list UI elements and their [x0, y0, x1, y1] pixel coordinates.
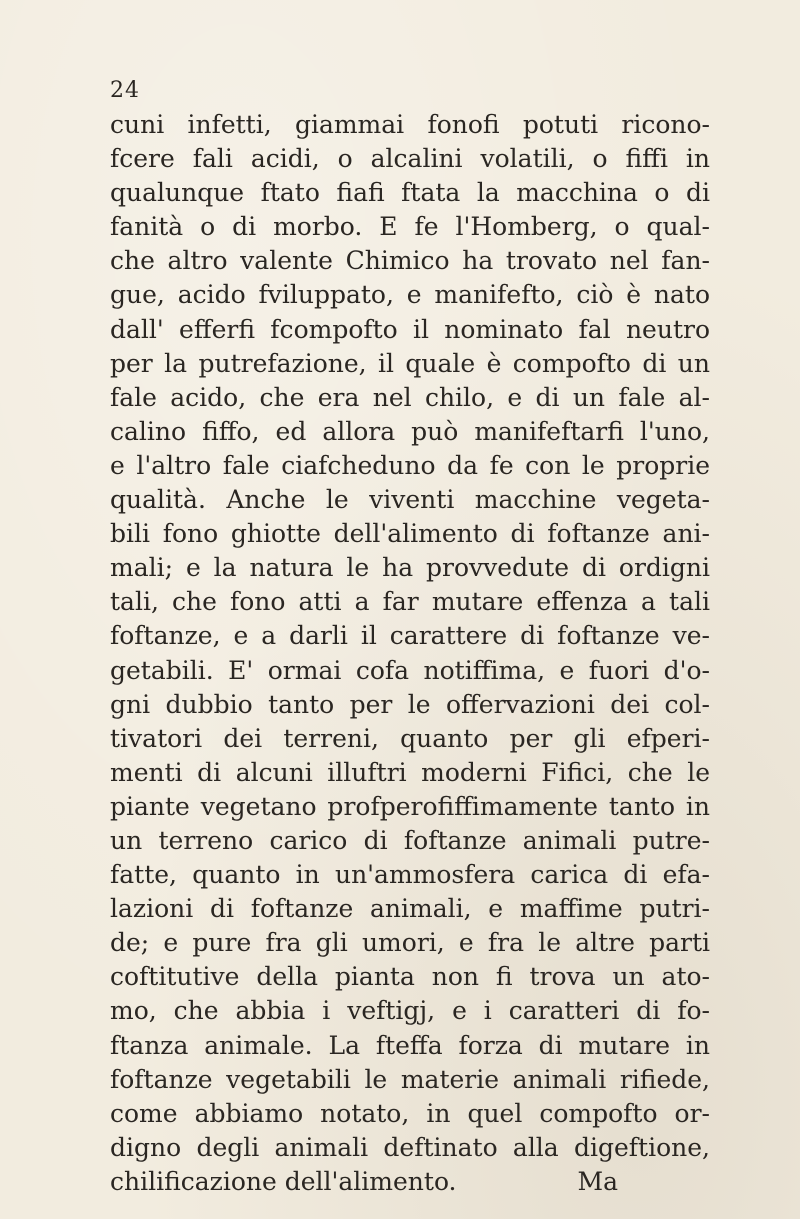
last-line-wrap: [110, 1165, 710, 1199]
text-line: che altro valente Chimico ha trovato nel fan-: [110, 246, 710, 276]
text-line: gue, acido fviluppato, e manifefto, ciò è nato: [110, 280, 710, 310]
text-line: foftanze, e a darli il carattere di foftanze ve-: [110, 621, 710, 651]
text-line: e l'altro fale ciafcheduno da fe con le proprie: [110, 450, 710, 480]
text-line: dall' efferfi fcompofto il nominato fal neutro: [110, 314, 710, 344]
text-line: coftitutive della pianta non fi trova un ato-: [110, 962, 710, 992]
text-line: foftanze vegetabili le materie animali rifiede,: [110, 1064, 710, 1094]
text-line: qualunque ftato fiafi ftata la macchina o di: [110, 178, 710, 208]
text-line: de; e pure fra gli umori, e fra le altre parti: [110, 928, 710, 958]
text-line: qualità. Anche le viventi macchine vegeta-: [110, 485, 710, 515]
text-line: piante vegetano profperofiffimamente tanto in: [110, 791, 710, 821]
text-line-last: chilificazione dell'alimento.: [110, 1166, 457, 1196]
text-line: calino fiffo, ed allora può manifeftarfi l'uno,: [110, 416, 710, 446]
text-line: fanità o di morbo. E fe l'Homberg, o qual-: [110, 212, 710, 242]
text-line: getabili. E' ormai cofa notiffima, e fuori d'o-: [110, 655, 710, 685]
text-line: tali, che fono atti a far mutare effenza a tali: [110, 587, 710, 617]
text-line: gni dubbio tanto per le offervazioni dei col-: [110, 689, 710, 719]
text-line: un terreno carico di foftanze animali putre-: [110, 825, 710, 855]
text-line: lazioni di foftanze animali, e maffime putri-: [110, 894, 710, 924]
text-line: mali; e la natura le ha provvedute di ordigni: [110, 553, 710, 583]
text-line: mo, che abbia i veftigj, e i caratteri di fo-: [110, 996, 710, 1026]
text-line: fatte, quanto in un'ammosfera carica di efa-: [110, 860, 710, 890]
text-line: per la putrefazione, il quale è compofto di un: [110, 348, 710, 378]
text-line: cuni infetti, giammai fonofi potuti ricono-: [110, 110, 710, 139]
catchword: Ma: [577, 1166, 618, 1196]
text-line: ftanza animale. La fteffa forza di mutare in: [110, 1030, 710, 1060]
text-line: fcere fali acidi, o alcalini volatili, o fiffi in: [110, 144, 710, 174]
page-number: 24: [110, 78, 140, 103]
text-line: fale acido, che era nel chilo, e di un fale al-: [110, 382, 710, 412]
body-text: [110, 108, 710, 1199]
text-line: come abbiamo notato, in quel compofto or-: [110, 1098, 710, 1128]
text-line: menti di alcuni illuftri moderni Fifici, che le: [110, 757, 710, 787]
text-line: tivatori dei terreni, quanto per gli efperi-: [110, 723, 710, 753]
text-line: digno degli animali deftinato alla digeftione,: [110, 1132, 710, 1162]
text-line: bili fono ghiotte dell'alimento di foftanze ani-: [110, 519, 710, 549]
